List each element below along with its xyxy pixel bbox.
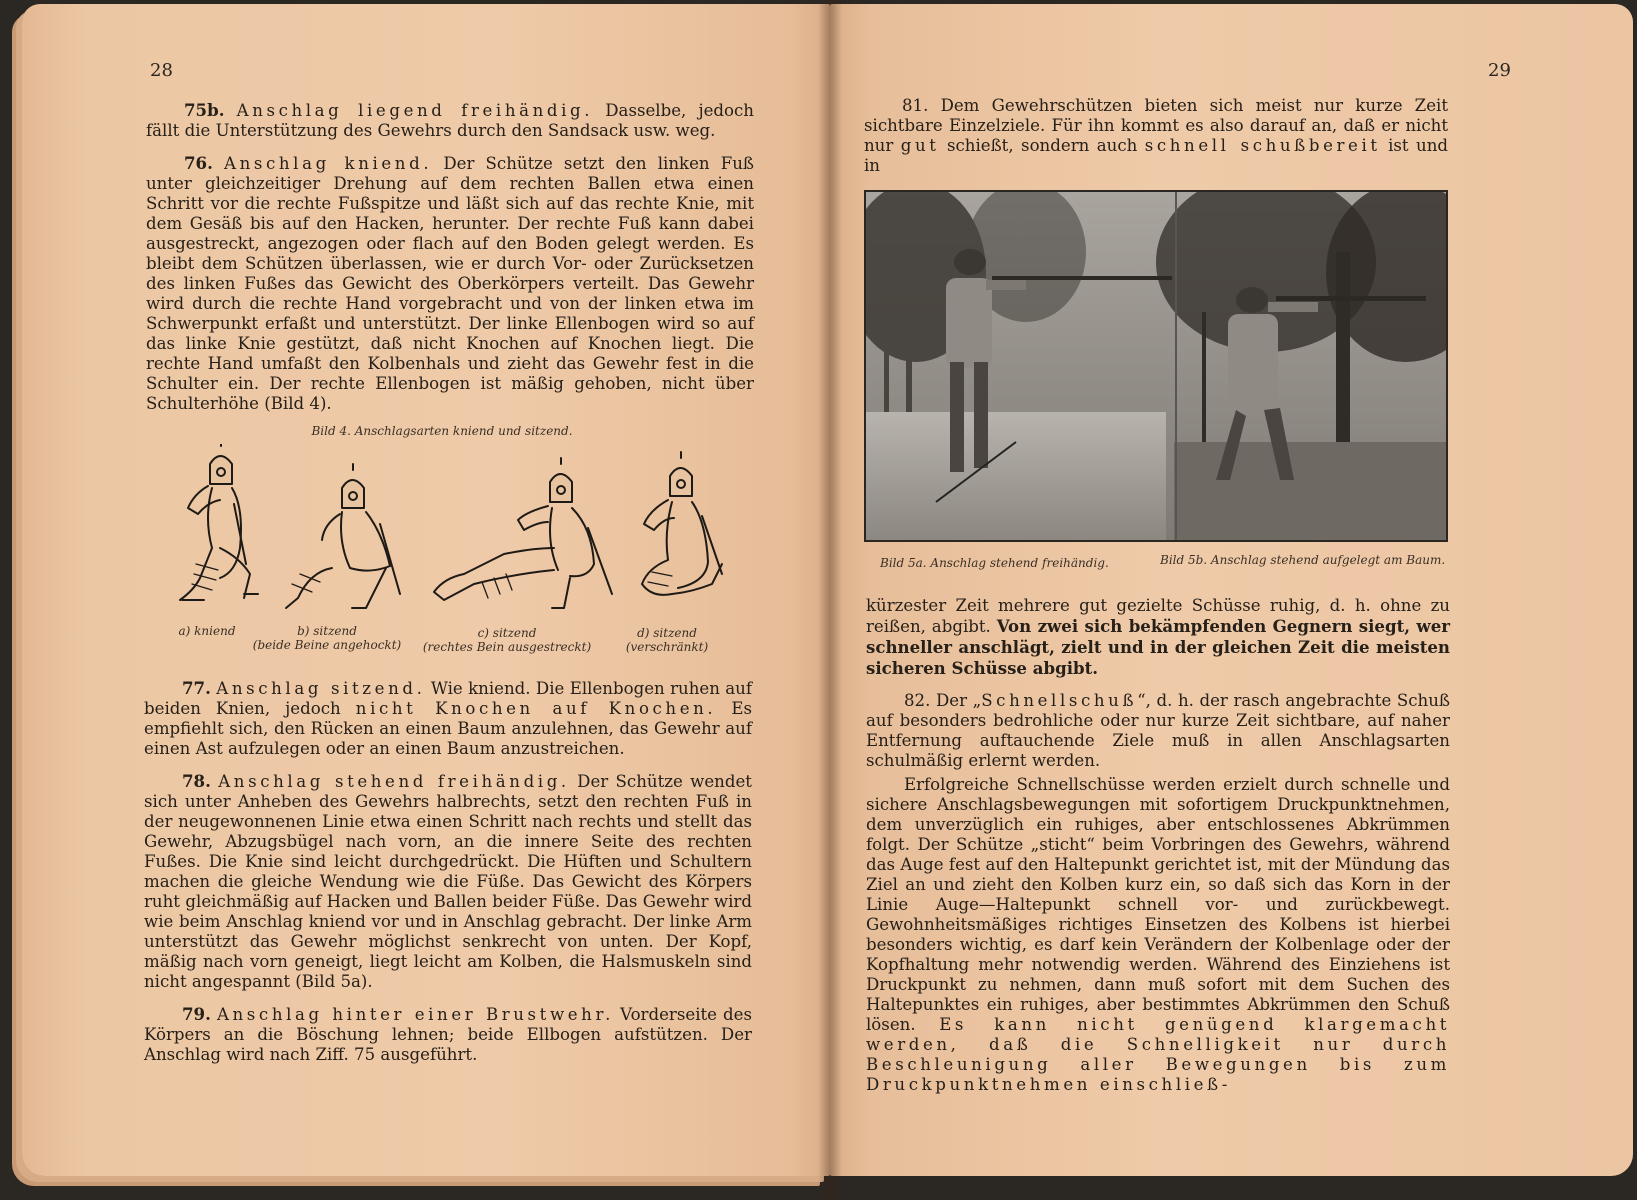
figure-5b-caption: Bild 5b. Anschlag stehend aufgelegt am Baum. <box>1160 553 1446 567</box>
para-text: ist und in <box>864 136 1448 175</box>
para-text: Erfolgreiche Schnellschüsse werden erzielt durch schnelle und sichere Anschlagsbewegungen mit sofortigem Druckpunktnehmen, dem unverzüglich ein ruhiges, aber entschlossenes Abkrümmen folgt. Der Schütze „sticht“ beim Vorbringen des Gewehrs, während das Auge fest auf den Haltepunkt gerichtet ist, mit der Mündung das Ziel an und zieht den Kolben kurz ein, so daß sich das Korn in der Linie Auge—Haltepunkt schnell vor- und zurückbewegt. Gewohnheitsmäßiges richtiges Einsetzen des Kolbens ist hierbei besonders wichtig, es darf kein Verändern der Kolbenlage oder der Kopfhaltung mehr notwendig werden. Während des Einziehens ist Druckpunkt zu nehmen, dann muß sofort mit dem Suchen des Haltepunktes ein ruhiges, aber bestimmtes Abkrümmen den Schuß lösen. <box>866 775 1450 1034</box>
label-b-title: b) sitzend <box>297 624 357 638</box>
figure-b-sitting <box>286 464 400 608</box>
para-text: Der Schütze wendet sich unter Anheben des Gewehrs halbrechts, setzt den rechten Fuß in der neugewonnenen Linie etwa einen Schritt nach rechts und stellt das Gewehr, Abzugsbügel nach vorn, an die innere Seite des rechten Fußes. Die Knie sind leicht durchgedrückt. Die Hüften und Schultern machen die gleiche Wendung wie die Füße. Das Gewicht des Körpers ruht gleichmäßig auf Hacken und Ballen beider Füße. Das Gewehr wird wie beim Anschlag kniend vor und in Anschlag gebracht. Der linke Arm unterstützt das Gewehr möglichst senkrecht von unten. Der Kopf, mäßig nach vorn geneigt, liegt leicht am Kolben, die Halsmuskeln sind nicht angespannt (Bild 5a). <box>144 772 752 991</box>
paragraph-79 <box>144 1004 752 1065</box>
right-text-lower <box>866 596 1450 1107</box>
para-heading: Anschlag sitzend. <box>216 679 426 698</box>
para-spaced: nicht Knochen auf Knochen. <box>355 699 717 718</box>
label-b-sub: (beide Beine angehockt) <box>252 638 402 652</box>
para-spaced: gut <box>900 136 940 155</box>
para-number: 78. <box>182 771 211 791</box>
page-number-left: 28 <box>150 60 173 81</box>
figure-4-label-b <box>252 624 402 652</box>
para-number: 77. <box>182 678 211 698</box>
para-text: “, d. h. der rasch angebrachte Schuß auf besonders bedrohliche oder nur kurze Zeit sichtbare, auf naher Entfernung auftauchende Ziele muß in allen Anschlagsarten schulmäßig erlernt werden. <box>866 691 1450 770</box>
figure-4-illustration <box>142 444 742 634</box>
paragraph-78 <box>144 771 752 992</box>
para-text: schießt, sondern auch <box>946 136 1138 155</box>
figure-5-illustration <box>866 192 1446 540</box>
para-heading: Anschlag kniend. <box>224 154 433 173</box>
paragraph-75b <box>146 100 754 141</box>
page-number-right: 29 <box>1488 60 1511 81</box>
para-bold: Von zwei sich bekämpfenden Gegnern siegt, wer schneller anschlägt, zielt und in der gleichen Zeit die meisten sicheren Schüsse abgibt. <box>866 616 1450 678</box>
para-text: Es empfiehlt sich, den Rücken an einen Baum anzulehnen, das Gewehr auf einen Ast aufzulegen oder an einen Baum anzustreichen. <box>144 699 753 758</box>
paragraph-82-b <box>866 775 1450 1095</box>
figure-5a-caption: Bild 5a. Anschlag stehend freihändig. <box>880 556 1109 570</box>
paragraph-82 <box>866 691 1450 771</box>
figure-d-sitting-crossed <box>642 452 722 595</box>
right-page <box>830 4 1633 1176</box>
figure-a-kneeling <box>180 444 258 600</box>
label-c-title: c) sitzend <box>477 626 537 640</box>
figure-c-sitting-stretched <box>434 458 612 608</box>
para-text: kürzester Zeit mehrere gut gezielte Schüsse ruhig, d. h. ohne zu reißen, abgibt. <box>866 596 1450 636</box>
left-text-upper <box>146 100 754 426</box>
right-text-upper <box>864 96 1448 176</box>
para-text: Dasselbe, jedoch fällt die Unterstützung des Gewehrs durch den Sandsack usw. weg. <box>146 101 754 140</box>
label-c-sub: (rechtes Bein ausgestreckt) <box>422 640 592 654</box>
para-text: Dem Gewehrschützen bieten sich meist nur kurze Zeit sichtbare Einzelziele. Für ihn kommt es also darauf an, daß er nicht nur <box>864 96 1449 155</box>
para-number: 76. <box>184 153 213 173</box>
paragraph-81 <box>864 96 1448 176</box>
para-text: Der Schütze setzt den linken Fuß unter gleichzeitiger Drehung auf dem rechten Ballen etwa einen Schritt vor die rechte Fußspitze und läßt sich auf das rechte Knie, mit dem Gesäß bis auf den Hacken, herunter. Der rechte Fuß kann dabei ausgestreckt, angezogen oder flach auf den Boden gelegt werden. Es bleibt dem Schützen überlassen, wie er durch Vor- oder Zurücksetzen des linken Fußes das Gewicht des Oberkörpers verteilt. Das Gewehr wird durch die rechte Hand vorgebracht und von der linken etwa im Schwerpunkt erfaßt und unterstützt. Der linke Ellenbogen wird so auf das linke Knie gestützt, daß nicht Knochen auf Knochen liegt. Die rechte Hand umfaßt den Kolbenhals und zieht das Gewehr fest in die Schulter ein. Der rechte Ellenbogen ist mäßig gehoben, nicht über Schulterhöhe (Bild 4). <box>146 154 755 413</box>
para-heading: Anschlag stehend freihändig. <box>218 772 570 791</box>
para-text: Der „ <box>935 691 982 710</box>
figure-4-caption: Bild 4. Anschlagsarten kniend und sitzend. <box>311 424 573 438</box>
para-spaced: schnell schußbereit <box>1144 136 1381 155</box>
para-heading: Anschlag liegend freihändig. <box>236 101 594 120</box>
para-text: Wie kniend. Die Ellenbogen ruhen auf beiden Knien, jedoch <box>144 679 752 718</box>
figure-4-label-c <box>422 626 592 654</box>
para-text: Vorderseite des Körpers an die Böschung lehnen; beide Ellbogen aufstützen. Der Anschlag wird nach Ziff. 75 ausgeführt. <box>144 1005 753 1064</box>
label-d-sub: (verschränkt) <box>625 640 709 654</box>
paragraph-77 <box>144 678 752 759</box>
para-number: 81. <box>902 96 929 115</box>
figure-4-label-a: a) kniend <box>178 624 236 638</box>
para-spaced: Schnellschuß <box>981 691 1138 710</box>
left-text-lower <box>144 678 752 1077</box>
paragraph-76 <box>146 153 754 414</box>
left-page <box>22 4 830 1176</box>
paragraph-81-continued <box>866 596 1450 679</box>
para-spaced: Es kann nicht genügend klargemacht werden, daß die Schnelligkeit nur durch Beschleunigung aller Bewegungen bis zum Druckpunktnehmen einschließ- <box>866 1015 1450 1094</box>
figure-4-label-d <box>612 626 722 654</box>
para-heading: Anschlag hinter einer Brustwehr. <box>216 1005 615 1024</box>
figure-5-photo <box>864 190 1448 542</box>
para-number: 82. <box>904 691 931 710</box>
para-number: 79. <box>182 1004 211 1024</box>
label-d-title: d) sitzend <box>637 626 697 640</box>
para-number: 75b. <box>184 100 225 120</box>
